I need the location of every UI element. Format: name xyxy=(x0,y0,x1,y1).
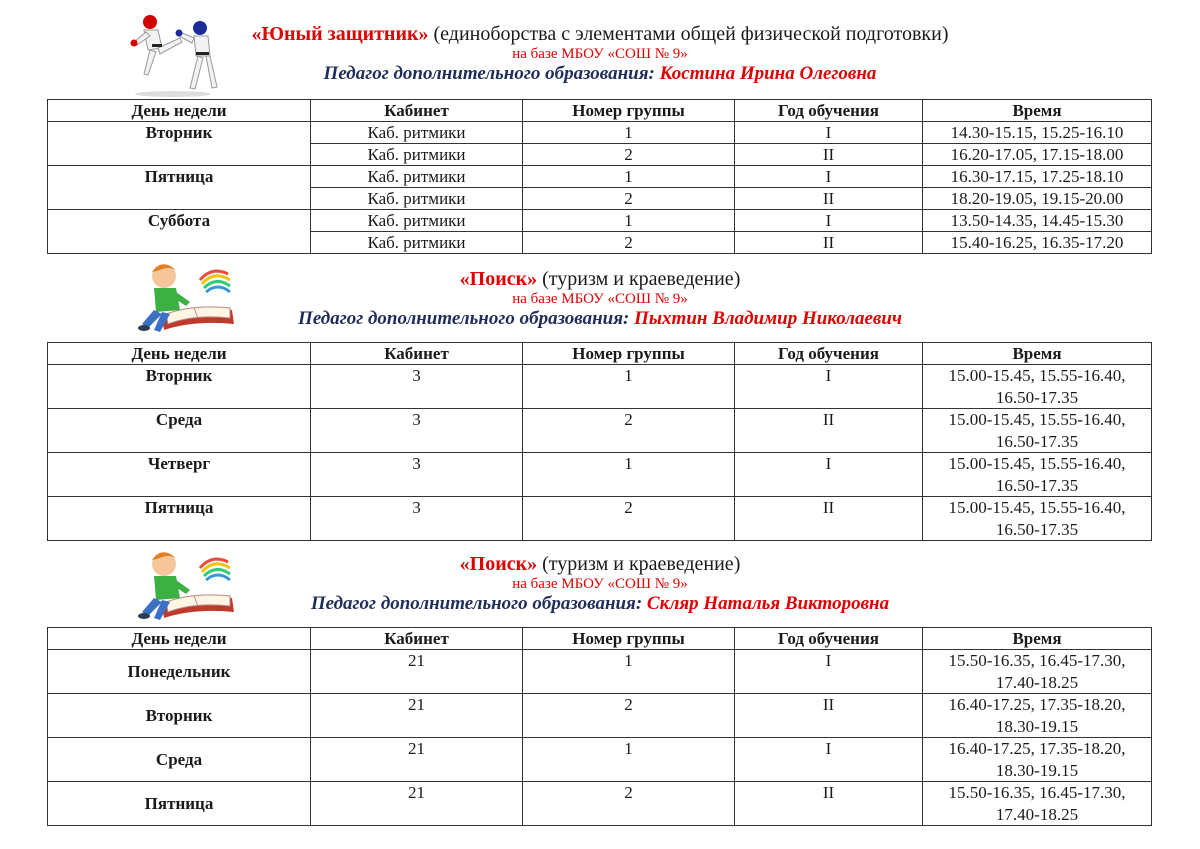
room-cell: 21 xyxy=(311,782,523,826)
section-2-header xyxy=(0,268,1200,330)
time-line-2: 17.40-18.25 xyxy=(995,804,1079,824)
table-header-row xyxy=(48,628,1152,650)
time-line-2: 16.50-17.35 xyxy=(995,431,1079,451)
time-line-1: 15.00-15.45, 15.55-16.40, xyxy=(948,498,1126,517)
schedule-table-1 xyxy=(47,99,1152,254)
day-cell: Вторник xyxy=(48,122,311,166)
day-cell: Суббота xyxy=(48,210,311,254)
room-cell: 21 xyxy=(311,738,523,782)
time-cell xyxy=(923,738,1152,782)
section-1-description: (единоборства с элементами общей физической подготовки) xyxy=(433,23,949,45)
table-row xyxy=(48,650,1152,694)
year-cell: I xyxy=(735,650,923,694)
schedule-table-2 xyxy=(47,342,1152,541)
time-line-2: 18.30-19.15 xyxy=(995,716,1079,736)
table-header-row xyxy=(48,100,1152,122)
time-cell xyxy=(923,409,1152,453)
table-header-row xyxy=(48,343,1152,365)
table-row xyxy=(48,694,1152,738)
day-cell: Среда xyxy=(48,409,311,453)
day-cell: Четверг xyxy=(48,453,311,497)
time-line-1: 15.00-15.45, 15.55-16.40, xyxy=(948,366,1126,385)
col-header-day: День недели xyxy=(48,343,311,365)
group-cell: 1 xyxy=(523,738,735,782)
time-cell xyxy=(923,453,1152,497)
year-cell: I xyxy=(735,453,923,497)
section-2-base: на базе МБОУ «СОШ № 9» xyxy=(512,291,688,307)
year-cell: II xyxy=(735,497,923,541)
room-cell: 21 xyxy=(311,694,523,738)
room-cell: Каб. ритмики xyxy=(311,144,523,166)
col-header-time: Время xyxy=(923,628,1152,650)
col-header-year: Год обучения xyxy=(735,343,923,365)
room-cell: 3 xyxy=(311,497,523,541)
section-2-description: (туризм и краеведение) xyxy=(542,268,741,290)
room-cell: 3 xyxy=(311,365,523,409)
col-header-time: Время xyxy=(923,343,1152,365)
group-cell: 2 xyxy=(523,694,735,738)
table-row xyxy=(48,166,1152,188)
col-header-time: Время xyxy=(923,100,1152,122)
year-cell: II xyxy=(735,188,923,210)
time-line-2: 18.30-19.15 xyxy=(995,760,1079,780)
col-header-group: Номер группы xyxy=(523,100,735,122)
time-cell: 18.20-19.05, 19.15-20.00 xyxy=(923,188,1152,210)
section-3-description: (туризм и краеведение) xyxy=(542,553,741,575)
table-row xyxy=(48,409,1152,453)
day-cell: Пятница xyxy=(48,497,311,541)
time-line-1: 16.40-17.25, 17.35-18.20, xyxy=(948,739,1126,758)
section-3-header xyxy=(0,553,1200,615)
time-line-1: 15.00-15.45, 15.55-16.40, xyxy=(948,454,1126,473)
table-row xyxy=(48,782,1152,826)
col-header-group: Номер группы xyxy=(523,343,735,365)
group-cell: 1 xyxy=(523,453,735,497)
section-1-title: «Юный защитник» xyxy=(251,23,429,45)
year-cell: I xyxy=(735,122,923,144)
group-cell: 2 xyxy=(523,232,735,254)
time-line-1: 16.40-17.25, 17.35-18.20, xyxy=(948,695,1126,714)
table-row xyxy=(48,210,1152,232)
room-cell: Каб. ритмики xyxy=(311,232,523,254)
day-cell: Вторник xyxy=(48,365,311,409)
col-header-room: Кабинет xyxy=(311,628,523,650)
year-cell: II xyxy=(735,409,923,453)
time-line-2: 16.50-17.35 xyxy=(995,387,1079,407)
col-header-year: Год обучения xyxy=(735,100,923,122)
room-cell: Каб. ритмики xyxy=(311,210,523,232)
col-header-day: День недели xyxy=(48,628,311,650)
year-cell: II xyxy=(735,694,923,738)
group-cell: 2 xyxy=(523,144,735,166)
time-line-2: 16.50-17.35 xyxy=(995,519,1079,539)
time-cell: 13.50-14.35, 14.45-15.30 xyxy=(923,210,1152,232)
section-3-teacher-label: Педагог дополнительного образования: xyxy=(310,593,643,615)
group-cell: 1 xyxy=(523,365,735,409)
col-header-room: Кабинет xyxy=(311,343,523,365)
group-cell: 1 xyxy=(523,166,735,188)
time-cell: 16.30-17.15, 17.25-18.10 xyxy=(923,166,1152,188)
time-line-1: 15.50-16.35, 16.45-17.30, xyxy=(948,783,1126,802)
section-1-teacher-name: Костина Ирина Олеговна xyxy=(659,63,877,85)
group-cell: 1 xyxy=(523,122,735,144)
section-2-teacher-label: Педагог дополнительного образования: xyxy=(298,308,630,330)
day-cell: Пятница xyxy=(48,782,311,826)
year-cell: I xyxy=(735,166,923,188)
table-row xyxy=(48,122,1152,144)
time-line-1: 15.00-15.45, 15.55-16.40, xyxy=(948,410,1126,429)
section-2-title: «Поиск» xyxy=(459,268,538,290)
section-1-base: на базе МБОУ «СОШ № 9» xyxy=(512,46,688,62)
time-line-1: 15.50-16.35, 16.45-17.30, xyxy=(948,651,1126,670)
room-cell: 3 xyxy=(311,409,523,453)
table-row xyxy=(48,738,1152,782)
time-cell xyxy=(923,497,1152,541)
time-cell xyxy=(923,694,1152,738)
col-header-room: Кабинет xyxy=(311,100,523,122)
time-line-2: 16.50-17.35 xyxy=(995,475,1079,495)
day-cell: Пятница xyxy=(48,166,311,210)
schedule-table-3 xyxy=(47,627,1152,826)
section-3-title: «Поиск» xyxy=(459,553,538,575)
group-cell: 2 xyxy=(523,409,735,453)
time-cell: 16.20-17.05, 17.15-18.00 xyxy=(923,144,1152,166)
year-cell: II xyxy=(735,232,923,254)
time-cell: 15.40-16.25, 16.35-17.20 xyxy=(923,232,1152,254)
group-cell: 1 xyxy=(523,210,735,232)
day-cell: Вторник xyxy=(48,694,311,738)
group-cell: 1 xyxy=(523,650,735,694)
year-cell: I xyxy=(735,738,923,782)
room-cell: 3 xyxy=(311,453,523,497)
room-cell: Каб. ритмики xyxy=(311,188,523,210)
table-row xyxy=(48,365,1152,409)
year-cell: I xyxy=(735,365,923,409)
section-1-header xyxy=(0,23,1200,85)
section-1-teacher-label: Педагог дополнительного образования: xyxy=(323,63,655,85)
table-row xyxy=(48,497,1152,541)
section-3-teacher-name: Скляр Наталья Викторовна xyxy=(646,593,890,615)
time-cell xyxy=(923,365,1152,409)
time-cell xyxy=(923,650,1152,694)
group-cell: 2 xyxy=(523,497,735,541)
room-cell: Каб. ритмики xyxy=(311,122,523,144)
year-cell: II xyxy=(735,144,923,166)
time-line-2: 17.40-18.25 xyxy=(995,672,1079,692)
col-header-day: День недели xyxy=(48,100,311,122)
section-3-base: на базе МБОУ «СОШ № 9» xyxy=(512,576,688,592)
year-cell: II xyxy=(735,782,923,826)
time-cell xyxy=(923,782,1152,826)
time-cell: 14.30-15.15, 15.25-16.10 xyxy=(923,122,1152,144)
group-cell: 2 xyxy=(523,782,735,826)
day-cell: Понедельник xyxy=(48,650,311,694)
room-cell: 21 xyxy=(311,650,523,694)
col-header-year: Год обучения xyxy=(735,628,923,650)
col-header-group: Номер группы xyxy=(523,628,735,650)
table-row xyxy=(48,453,1152,497)
section-2-teacher-name: Пыхтин Владимир Николаевич xyxy=(634,308,902,330)
year-cell: I xyxy=(735,210,923,232)
day-cell: Среда xyxy=(48,738,311,782)
group-cell: 2 xyxy=(523,188,735,210)
room-cell: Каб. ритмики xyxy=(311,166,523,188)
